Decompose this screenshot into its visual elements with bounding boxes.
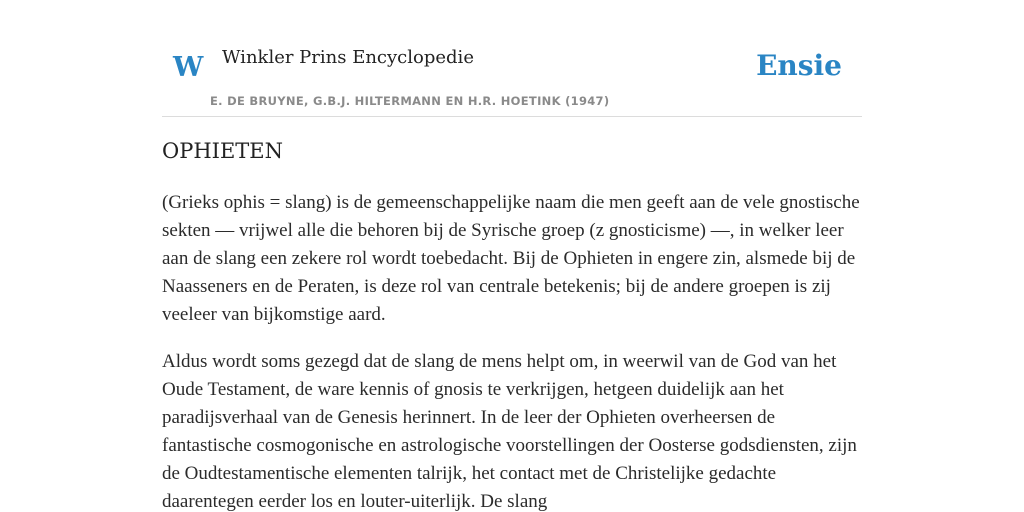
publication-logo[interactable]: W bbox=[173, 52, 204, 83]
publication-title[interactable]: Winkler Prins Encyclopedie bbox=[222, 47, 474, 68]
authors-line: E. DE BRUYNE, G.B.J. HILTERMANN EN H.R. HOETINK (1947) bbox=[210, 94, 610, 108]
article-paragraph: Aldus wordt soms gezegd dat de slang de mens helpt om, in weerwil van de God van het Oude Testament, de ware kennis of gnosis te verkrijgen, hetgeen duidelijk aan het paradijsverhaal van de Genesis herinnert. In de leer der Ophieten overheersen de fantastische cosmogonische en astrologische voorstellingen der Oosterse godsdiensten, zijn de Oudtestamentische elementen talrijk, het contact met de Christelijke gedachte daarentegen eerder los en louter-uiterlijk. De slang bbox=[162, 351, 857, 512]
brand-logo[interactable]: Ensie bbox=[756, 49, 842, 82]
article-title: OPHIETEN bbox=[162, 139, 283, 163]
site-header bbox=[162, 40, 862, 117]
article-paragraph: (Grieks ophis = slang) is de gemeenschappelijke naam die men geeft aan de vele gnostische sekten — vrijwel alle die behoren bij de Syrische groep (z gnosticisme) —, in welker leer aan de slang een zekere rol wordt toebedacht. Bij de Ophieten in engere zin, alsmede bij de Naasseners en de Peraten, is deze rol van centrale betekenis; bij de andere groepen is zij veeleer van bijkomstige aard. bbox=[162, 192, 860, 326]
article bbox=[162, 138, 862, 512]
